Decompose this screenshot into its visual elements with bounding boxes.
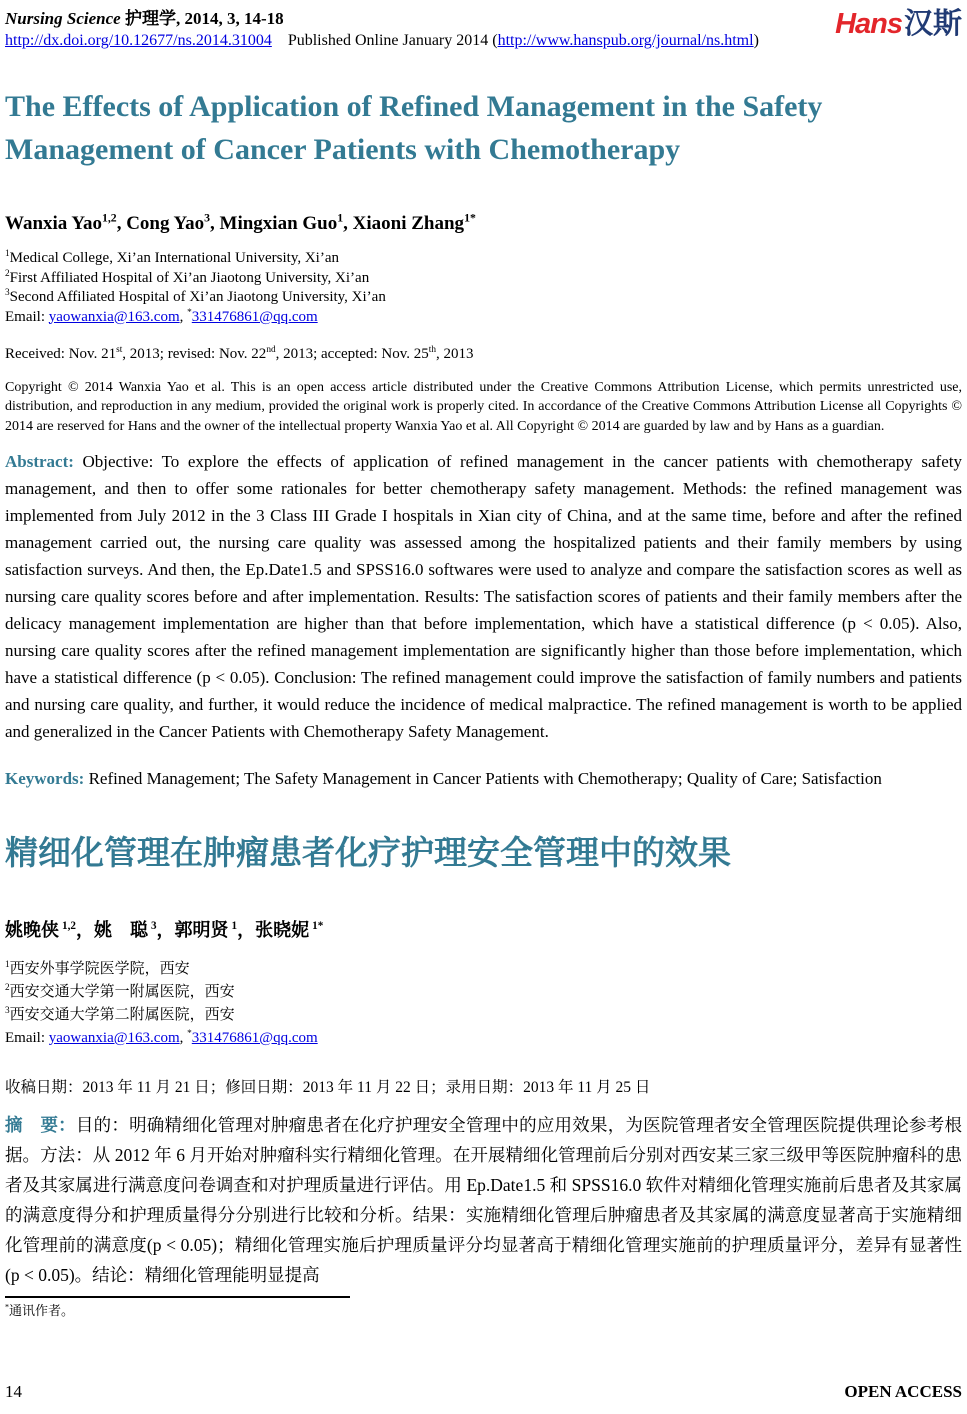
keywords-text: Refined Management; The Safety Management in Cancer Patients with Chemotherapy; Quality of Care; Satisfaction	[84, 768, 882, 788]
author-affil-sup: 1	[337, 211, 344, 225]
author-name: Mingxian Guo$^1$,	[219, 211, 353, 234]
author-name-cn: 张晓妮 $^{1*}$	[255, 919, 324, 940]
affiliation-line: $^2$First Affiliated Hospital of Xi’an Jiaotong University, Xi’an	[5, 268, 370, 286]
journal-header	[5, 8, 962, 51]
abstract-text: Objective: To explore the effects of application of refined management in the cancer patients with chemotherapy safety management, and then to offer some rationales for better chemotherapy safety management. Methods: the refined management was implemented from July 2012 in the 3 Class III Grade I hospitals in Xian city of China, and at the same time, before and after the refined management carried out, the nursing care quality was assessed among the hospitalized patients and their family members by using satisfaction surveys. And then, the Ep.Date1.5 and SPSS16.0 softwares were used to analyze and compare the satisfaction scores as well as nursing care quality scores before and after implementation. Results: The satisfaction scores of patients and their family members after the delicacy management implementation are higher than that before implementation, which have a statistical difference (p < 0.05). Also, nursing care quality scores after the refined management implementation are significantly higher than those before implementation, which have a statistical difference (p < 0.05). Conclusion: The refined management could improve the satisfaction of family numbers and patients and nursing care quality, and further, it would reduce the incidence of medical malpractice. The refined management is worth to be applied and generalized in the Cancer Patients with Chemotherapy Safety Management.	[5, 451, 962, 741]
page-footer	[5, 1382, 962, 1402]
footnote-text: *通讯作者。	[5, 1302, 75, 1318]
affiliation-line-cn: $^2$西安交通大学第一附属医院，西安	[5, 982, 235, 1000]
corresponding-author-asterisk: *	[187, 307, 192, 318]
author-affil-sup: 1,2	[62, 919, 76, 932]
abstract-en	[5, 448, 962, 745]
affiliations-cn	[5, 958, 962, 1050]
author-affil-sup: 1*	[464, 211, 476, 225]
open-access-label: OPEN ACCESS	[844, 1382, 962, 1401]
page-number: 14	[5, 1382, 22, 1401]
corresponding-author-asterisk: *	[187, 1028, 192, 1039]
keywords-label: Keywords:	[5, 768, 85, 788]
author-name: Wanxia Yao$^{1,2}$,	[5, 211, 127, 234]
author-name-cn: 姚 聪 $^3$，	[93, 919, 175, 940]
doi-link[interactable]: http://dx.doi.org/10.12677/ns.2014.31004	[5, 32, 272, 49]
footnote-divider	[5, 1296, 350, 1298]
affiliations-en	[5, 249, 962, 327]
author-affil-sup: 1	[231, 919, 238, 932]
affiliation-line-cn: $^1$西安外事学院医学院，西安	[5, 959, 190, 977]
affiliation-line: $^3$Second Affiliated Hospital of Xi’an Jiaotong University, Xi’an	[5, 288, 386, 305]
author-affil-sup: 1,2	[101, 211, 117, 225]
author-affil-sup: 1*	[312, 919, 324, 932]
author-name-cn: 姚晚侠 $^{1,2}$，	[5, 919, 94, 940]
footnote	[5, 1296, 962, 1319]
journal-title-line	[5, 8, 759, 29]
journal-info	[5, 8, 759, 51]
journal-url-link[interactable]: http://www.hanspub.org/journal/ns.html	[497, 32, 754, 49]
author-name: Xiaoni Zhang$^{1*}$	[352, 211, 476, 234]
email-link-2[interactable]: 331476861@qq.com	[191, 1029, 318, 1046]
journal-issue-info: 护理学, 2014, 3, 14-18	[120, 9, 284, 28]
keywords	[5, 765, 962, 792]
received-line: Received: Nov. 21st, 2013; revised: Nov. 22nd, 2013; accepted: Nov. 25th, 2013	[5, 345, 474, 362]
doi-line	[5, 31, 759, 51]
authors-cn	[5, 916, 962, 942]
journal-name: Nursing Science	[5, 9, 121, 28]
email-line: Email: yaowanxia@163.com, *331476861@qq.com	[5, 307, 318, 325]
email-link-2[interactable]: 331476861@qq.com	[191, 308, 318, 325]
email-link-1[interactable]: yaowanxia@163.com	[48, 1029, 180, 1046]
copyright-text: Copyright © 2014 Wanxia Yao et al. This is an open access article distributed under the Creative Commons Attribution License, which permits unrestricted use, distribution, and reproduction in any medium, provided the original work is properly cited. In accordance of the Creative Commons Attribution License all Copyrights © 2014 are reserved for Hans and the owner of the intellectual property Wanxia Yao et al. All Copyright © 2014 are guarded by law and by Hans as a guardian.	[5, 380, 962, 434]
affiliation-line: $^1$Medical College, Xi’an International University, Xi’an	[5, 249, 339, 266]
affiliation-line-cn: $^3$西安交通大学第二附属医院，西安	[5, 1005, 235, 1023]
email-link-1[interactable]: yaowanxia@163.com	[48, 308, 180, 325]
author-name-cn: 郭明贤 $^1$，	[174, 919, 256, 940]
abstract-cn	[5, 1110, 962, 1290]
published-online-close: )	[753, 32, 759, 49]
authors-en	[5, 213, 962, 235]
dates-cn: 收稿日期：2013 年 11 月 21 日；修回日期：2013 年 11 月 22 日；录用日期：2013 年 11 月 25 日	[5, 1078, 651, 1096]
abstract-cn-label: 摘 要：	[5, 1114, 76, 1135]
published-online-text: Published Online January 2014 (	[287, 32, 498, 49]
email-line-cn: Email: yaowanxia@163.com, *331476861@qq.com	[5, 1028, 318, 1046]
hans-logo	[835, 8, 962, 40]
hans-logo-latin: Hans	[835, 8, 902, 40]
abstract-cn-text: 目的：明确精细化管理对肿瘤患者在化疗护理安全管理中的应用效果，为医院管理者安全管理医院提供理论参考根据。方法：从 2012 年 6 月开始对肿瘤科实行精细化管理。在开展精细化管理前后分别对西安某三家三级甲等医院肿瘤科的患者及其家属进行满意度问卷调查和对护理质量进行评估。用 Ep.Date1.5 和 SPSS16.0 软件对精细化管理实施前后患者及其家属的满意度得分和护理质量得分分别进行比较和分析。结果：实施精细化管理后肿瘤患者及其家属的满意度显著高于实施精细化管理前的满意度(p < 0.05)；精细化管理实施后护理质量评分均显著高于精细化管理实施前的护理质量评分，差异有显著性(p < 0.05)。结论：精细化管理能明显提高	[5, 1114, 962, 1285]
abstract-label: Abstract:	[5, 451, 74, 471]
author-affil-sup: 3	[150, 919, 157, 932]
author-affil-sup: 3	[204, 211, 211, 225]
author-name: Cong Yao$^3$,	[126, 211, 220, 234]
hans-logo-cn: 汉斯	[903, 8, 962, 40]
article-title-cn: 精细化管理在肿瘤患者化疗护理安全管理中的效果	[5, 833, 731, 871]
article-title-en: The Effects of Application of Refined Management in the Safety Management of Cancer Patients with Chemotherapy	[5, 90, 823, 166]
